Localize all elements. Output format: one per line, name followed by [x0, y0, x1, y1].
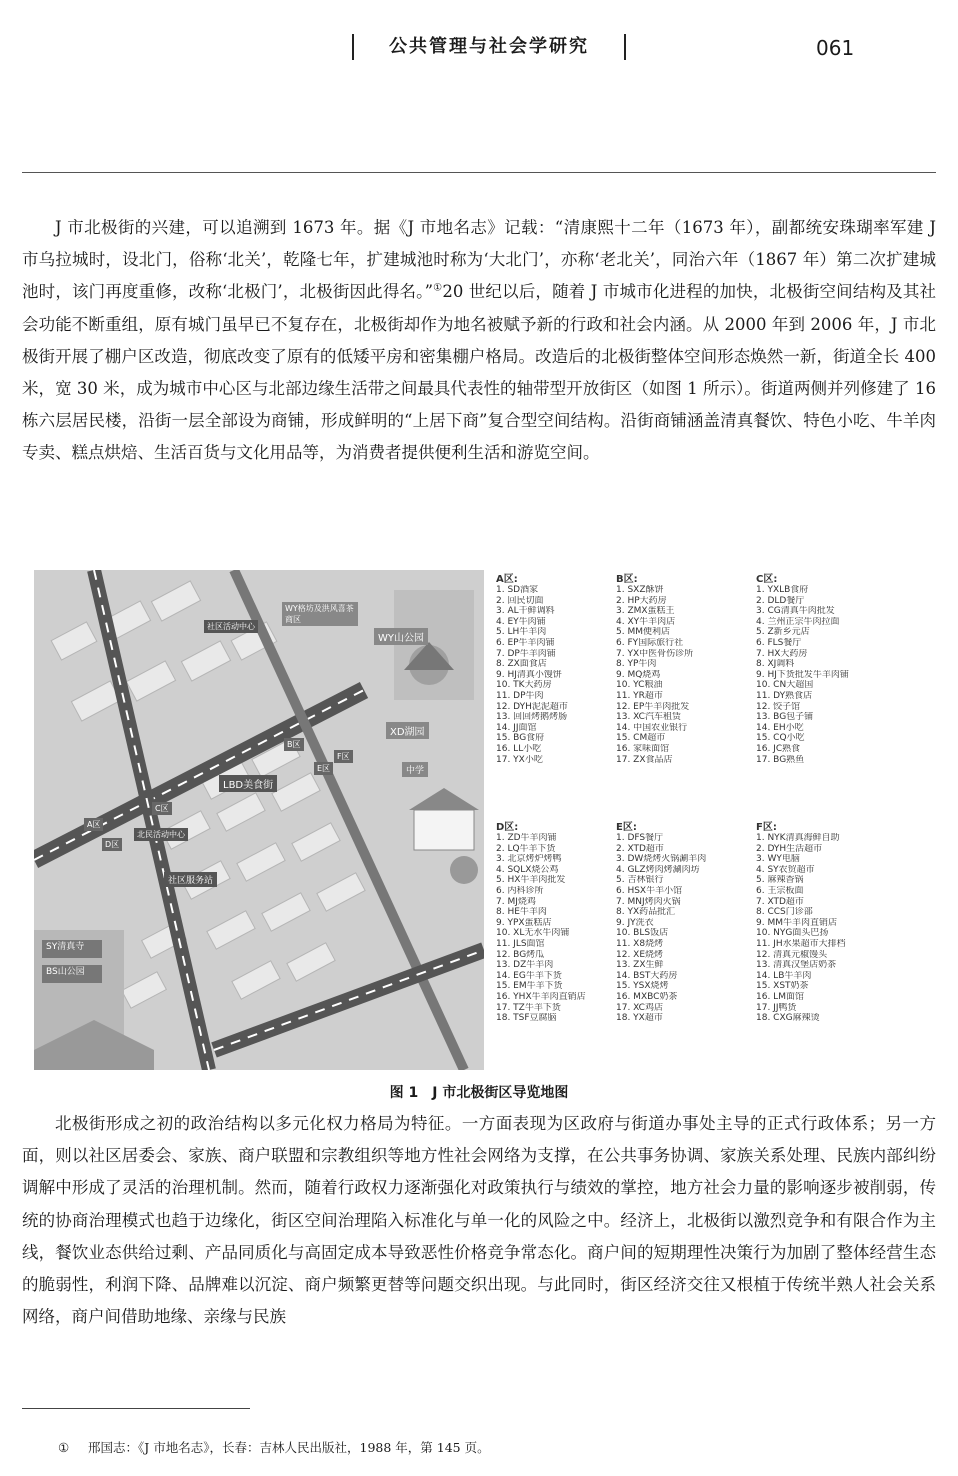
legend-item: 10. NYG面头巴扬 — [756, 928, 829, 939]
legend-item: 10. XL无水牛肉铺 — [496, 928, 570, 939]
legend-item: 4. XY牛羊肉店 — [616, 616, 676, 627]
legend-group-title: C区: — [756, 574, 778, 585]
legend-item: 11. DY熟食店 — [756, 690, 813, 701]
legend-item: 12. XE烧烤 — [616, 949, 664, 960]
legend-item: 10. TK大药房 — [496, 680, 552, 691]
legend-item: 6. 内科诊所 — [496, 885, 544, 896]
legend-item: 5. Z新乡元店 — [756, 627, 810, 638]
legend-item: 17. BG熟鱼 — [756, 754, 805, 765]
legend-item: 13. 清真汉堡店奶茶 — [756, 960, 837, 971]
legend-item: 15. BG食府 — [496, 733, 545, 744]
legend-item: 11. JH水果超市大排档 — [756, 938, 846, 949]
map-label-school: 中学 — [402, 762, 428, 777]
legend-item: 8. XJ调料 — [756, 659, 795, 670]
legend-item: 14. JJ面馆 — [496, 722, 537, 733]
legend-item: 3. AL干鲜调料 — [496, 606, 555, 617]
legend-item: 3. CG清真牛肉批发 — [756, 606, 835, 617]
legend-item: 8. YP牛肉 — [616, 659, 657, 670]
legend-item: 3. 北京烤炉烤鸭 — [496, 854, 562, 865]
legend-group-d — [496, 822, 636, 1024]
legend-item: 2. HP大药房 — [616, 595, 667, 606]
map-tag-a: A区 — [84, 818, 103, 831]
map-label-bs-park: BS山公园 — [46, 967, 85, 977]
legend-item: 7. MNJ烤肉火锅 — [616, 896, 681, 907]
legend-item: 14. 中国农业银行 — [616, 722, 688, 733]
legend-item: 13. XC汽车租赁 — [616, 712, 681, 723]
map-label-food-street: LBD美食街 — [219, 775, 277, 792]
legend-item: 2. 回民切面 — [496, 595, 544, 606]
paragraph-1 — [22, 212, 936, 470]
legend-item: 5. LH牛羊肉 — [496, 627, 547, 638]
legend-item: 3. ZMX蛋糕王 — [616, 606, 675, 617]
legend-item: 12. DYH泥泥超市 — [496, 701, 568, 712]
map-label-activity-center-2: 北民活动中心 — [134, 828, 188, 841]
legend-item: 16. MXBC奶茶 — [616, 991, 678, 1002]
paragraph-1-part1: J 市北极街的兴建，可以追溯到 1673 年。据《J 市地名志》记载：“清康熙十二年（1673 年），副都统安珠瑚率军建 J 市乌拉城时，设北门，俗称‘北关’，乾隆七年，扩建城池时称为‘大北门’，亦称‘老北关’，同治六年（1867 年）第二次扩建城池时，该门再度重修，改称‘北极门’，北极街因此得名。” — [22, 218, 936, 302]
legend-item: 7. MJ烧鸡 — [496, 896, 536, 907]
legend-item: 4. SQLX烧公鸡 — [496, 864, 559, 875]
figure-caption: 图 1 J 市北极街区导览地图 — [389, 1085, 569, 1101]
footnote-text: 邢国志：《J 市地名志》，长春：吉林人民出版社，1988 年，第 145 页。 — [88, 1440, 490, 1455]
map-label-sy-market: SY清真寺 — [46, 942, 85, 952]
footnote-rule — [22, 1408, 250, 1409]
footnote-mark: ① — [58, 1440, 70, 1455]
legend-item: 15. CQ小吃 — [756, 733, 805, 744]
legend-item: 2. XTD超市 — [616, 843, 664, 854]
map-legend — [496, 570, 938, 1070]
legend-item: 17. ZX食品店 — [616, 754, 673, 765]
legend-item: 16. 家味面馆 — [616, 743, 670, 754]
legend-item: 15. YSX烧烤 — [616, 981, 669, 992]
legend-item: 3. WY电脑 — [756, 854, 800, 865]
legend-item: 14. LB牛羊肉 — [756, 970, 812, 981]
legend-item: 12. 饺子馆 — [756, 701, 801, 712]
legend-item: 14. EH小吃 — [756, 722, 804, 733]
legend-item: 7. HX大药房 — [756, 648, 808, 659]
legend-item: 3. DW烧烤火锅涮羊肉 — [616, 854, 707, 865]
map-tag-d: D区 — [102, 838, 122, 851]
legend-item: 6. HSX牛羊小馆 — [616, 885, 683, 896]
footnote — [58, 1438, 490, 1456]
paragraph-2: 北极街形成之初的政治结构以多元化权力格局为特征。一方面表现为区政府与街道办事处主导的正式行政体系；另一方面，则以社区居委会、家族、商户联盟和宗教组织等地方性社会网络为支撑，在公共事务协调、家族关系处理、民族内部纠纷调解中形成了灵活的治理机制。然而，随着行政权力逐渐强化对政策执行与绩效的掌控，地方社会力量的影响逐步被削弱，传统的协商治理模式也趋于边缘化，街区空间治理陷入标准化与单一化的风险之中。经济上，北极街以激烈竞争和有限合作为主线，餐饮业态供给过剩、产品同质化与高固定成本导致恶性价格竞争常态化。商户间的短期理性决策行为加剧了整体经营生态的脆弱性，利润下降、品牌难以沉淀、商户频繁更替等问题交织出现。与此同时，街区经济交往又根植于传统半熟人社会关系网络，商户间借助地缘、亲缘与民族 — [22, 1114, 936, 1327]
legend-item: 7. YX中医骨伤诊所 — [616, 648, 694, 659]
legend-item: 16. LM面馆 — [756, 991, 804, 1002]
legend-item: 4. EY牛肉铺 — [496, 616, 546, 627]
legend-item: 7. XTD超市 — [756, 896, 804, 907]
legend-item: 5. 吉林银行 — [616, 875, 664, 886]
legend-item: 12. BG烤瓜 — [496, 949, 545, 960]
legend-item: 11. JLS面馆 — [496, 938, 545, 949]
legend-item: 5. HX牛羊肉批发 — [496, 875, 566, 886]
legend-item: 17. TZ牛羊下货 — [496, 1002, 561, 1013]
legend-item: 18. TSF豆腐脑 — [496, 1013, 557, 1024]
street-guide-map — [34, 570, 484, 1070]
legend-item: 1. DFS餐厅 — [616, 833, 664, 843]
footnote-reference[interactable]: ① — [433, 282, 443, 294]
journal-title: 公共管理与社会学研究 — [352, 30, 626, 64]
legend-item: 16. JC熟食 — [756, 743, 801, 754]
legend-group-a — [496, 574, 636, 765]
legend-item: 1. SXZ酥饼 — [616, 585, 664, 595]
legend-item: 15. CM超市 — [616, 733, 666, 744]
legend-item: 9. JY洗衣 — [616, 917, 654, 928]
map-tag-c: C区 — [152, 802, 172, 815]
legend-item: 17. JJ鸭货 — [756, 1002, 797, 1013]
legend-group-f — [756, 822, 896, 1024]
legend-item: 14. BST大药房 — [616, 970, 678, 981]
legend-item: 10. YC粮油 — [616, 680, 663, 691]
legend-item: 10. BLS饭店 — [616, 928, 669, 939]
legend-item: 5. 麻辣香锅 — [756, 875, 804, 886]
legend-item: 1. SD酒家 — [496, 585, 539, 595]
map-label-xd-lake: XD湖园 — [386, 722, 429, 739]
legend-item: 13. BG包子铺 — [756, 712, 814, 723]
legend-item: 9. MQ烧鸡 — [616, 669, 661, 680]
legend-item: 9. MM牛羊肉直销店 — [756, 917, 837, 928]
legend-item: 17. XC鸡店 — [616, 1002, 663, 1013]
legend-item: 11. DP牛肉 — [496, 690, 544, 701]
legend-item: 17. YX小吃 — [496, 754, 543, 765]
legend-item: 13. DZ牛羊肉 — [496, 960, 554, 971]
legend-group-title: D区: — [496, 822, 519, 833]
legend-group-title: B区: — [616, 574, 638, 585]
legend-item: 5. MM便利店 — [616, 627, 670, 638]
paragraph-1-part2: 20 世纪以后，随着 J 市城市化进程的加快，北极街空间结构及其社会功能不断重组，原有城门虽早已不复存在，北极街却作为地名被赋予新的行政和社会内涵。从 2000 年到 2006 年，J 市北极街开展了棚户区改造，彻底改变了原有的低矮平房和密集棚户格局。改造后的北极街整体空间形态焕然一新，街道全长 400 米，宽 30 米，成为城市中心区与北部边缘生活带之间最具代表性的轴带型开放街区（如图 1 所示）。街道两侧并列修建了 16 栋六层居民楼，沿街一层全部设为商铺，形成鲜明的“上居下商”复合型空间结构。沿街商铺涵盖清真餐饮、特色小吃、牛羊肉专卖、糕点烘焙、生活百货与文化用品等，为消费者提供便利生活和游览空间。 — [22, 282, 936, 463]
legend-group-title: A区: — [496, 574, 518, 585]
legend-item: 12. EP牛羊肉批发 — [616, 701, 690, 712]
legend-item: 2. DYH生活超市 — [756, 843, 823, 854]
legend-item: 4. GLZ烤肉烤涮肉坊 — [616, 864, 700, 875]
legend-item: 15. EM牛羊下货 — [496, 981, 563, 992]
legend-item: 11. YR超市 — [616, 690, 663, 701]
legend-item: 6. FY国际旅行社 — [616, 637, 684, 648]
legend-item: 16. YHX牛羊肉直销店 — [496, 991, 586, 1002]
legend-item: 10. CN大超国 — [756, 680, 814, 691]
legend-item: 8. YX药品批汇 — [616, 907, 676, 918]
legend-item: 6. 王宗板面 — [756, 885, 804, 896]
legend-item: 13. 回回烤鹅烤肠 — [496, 712, 568, 723]
legend-item: 18. YX超市 — [616, 1013, 663, 1024]
legend-item: 1. ZD牛羊肉铺 — [496, 833, 557, 843]
legend-item: 1. YXLB食府 — [756, 585, 809, 595]
map-tag-b: B区 — [284, 738, 304, 751]
legend-item: 14. EG牛羊下货 — [496, 970, 562, 981]
legend-item: 12. 清真元椒馒头 — [756, 949, 828, 960]
legend-item: 9. HJ下货批发牛羊肉铺 — [756, 669, 849, 680]
header-rule — [22, 172, 936, 173]
page-number: 061 — [816, 36, 855, 60]
legend-item: 4. SY农贸超市 — [756, 864, 815, 875]
legend-item: 11. X8烧烤 — [616, 938, 664, 949]
legend-item: 1. NYK清真海鲜自助 — [756, 833, 840, 843]
legend-item: 2. LQ牛羊下货 — [496, 843, 556, 854]
legend-group-e — [616, 822, 756, 1024]
map-label-activity-center: 社区活动中心 — [204, 620, 258, 633]
legend-item: 6. EP牛羊肉铺 — [496, 637, 555, 648]
legend-item: 16. LL小吃 — [496, 743, 542, 754]
legend-item: 13. ZX生鲜 — [616, 960, 664, 971]
map-tag-e: E区 — [314, 762, 333, 775]
legend-item: 4. 兰州正宗牛肉拉面 — [756, 616, 840, 627]
legend-group-b — [616, 574, 756, 765]
legend-group-title: F区: — [756, 822, 777, 833]
legend-item: 7. DP牛羊肉铺 — [496, 648, 556, 659]
legend-item: 18. CXG麻辣烫 — [756, 1013, 820, 1024]
map-label-wy-park: WY山公园 — [374, 628, 428, 645]
figure-1 — [34, 570, 938, 1070]
legend-item: 9. HJ清真小馒饼 — [496, 669, 562, 680]
legend-item: 9. YPX蛋糕店 — [496, 917, 552, 928]
map-tag-f: F区 — [334, 750, 353, 763]
map-label-community-center: 社区服务站 — [164, 872, 217, 887]
map-label-wy-plaza: WY格坊及洪风喜茶商区 — [282, 602, 358, 626]
legend-group-c — [756, 574, 896, 765]
legend-item: 8. HE牛羊肉 — [496, 907, 547, 918]
legend-item: 8. ZX面食店 — [496, 659, 547, 670]
legend-item: 6. FLS餐厅 — [756, 637, 802, 648]
legend-item: 15. XST奶茶 — [756, 981, 809, 992]
legend-item: 8. CCS门诊部 — [756, 907, 813, 918]
legend-item: 2. DLD餐厅 — [756, 595, 805, 606]
legend-group-title: E区: — [616, 822, 637, 833]
